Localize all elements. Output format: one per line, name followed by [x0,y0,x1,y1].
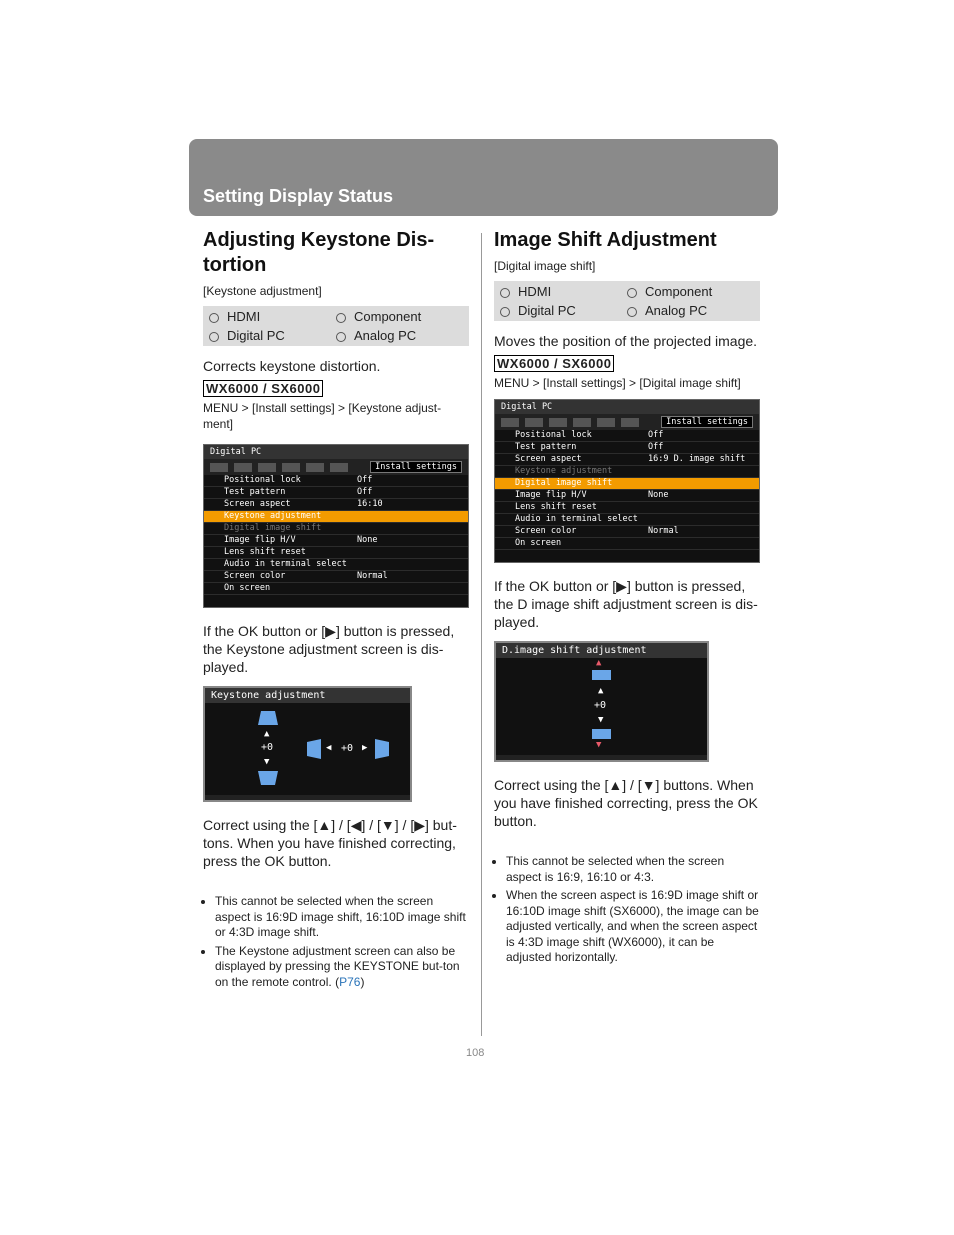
pink-up-icon: ▲ [596,658,602,668]
tab-icon [621,418,639,427]
menu-input-label: Digital PC [204,445,468,459]
right-arrow-icon: ▶ [362,743,368,753]
source-digital-pc: Digital PC [209,328,336,343]
image-shift-body [496,658,707,755]
tab-icon [258,463,276,472]
menu-screenshot [494,399,760,563]
menu-row: Image flip H/V None [495,490,759,502]
paragraph-2: Correct using the [▲] / [▼] buttons. When you have finished correcting, press the OK button. [494,777,758,829]
notes-list [494,854,760,966]
heading-line-1: Adjusting Keystone Dis- [203,229,435,251]
menu-path: MENU > [Install settings] > [Digital image shift] [494,376,741,390]
up-arrow-icon: ▲ [264,729,270,739]
page-link[interactable]: P76 [339,974,361,989]
menu-tab-label: Install settings [370,461,462,473]
trapezoid-right-icon [375,739,389,759]
note-item: • The Keystone adjustment screen can also be displayed by pressing the KEYSTONE but-ton on the remote control. (P76) [215,944,469,991]
menu-row: Keystone adjustment [495,466,759,478]
note-item: • This cannot be selected when the screen aspect is 16:9D image shift, 16:10D image shift or 4:3D image shift. [215,894,469,941]
menu-row: Lens shift reset [204,547,468,559]
input-sources [203,306,469,346]
description: Moves the position of the projected image. [494,333,758,349]
pink-down-icon: ▼ [596,740,602,750]
menu-row: Test pattern Off [495,442,759,454]
keystone-screenshot [203,686,412,802]
notes-list [203,894,469,990]
menu-tabs [495,414,759,430]
menu-row: Screen aspect 16:10 [204,499,468,511]
image-shift-screenshot [494,641,709,762]
tab-icon [525,418,543,427]
horizontal-value: +0 [341,743,354,754]
paragraph-1: If the OK button or [▶] button is pressed, the D image shift adjustment screen is dis-played. [494,578,758,630]
menu-footer [495,550,759,562]
page-number: 108 [466,1047,485,1059]
menu-row-selected: Digital image shift [495,478,759,490]
vertical-value: +0 [594,700,607,711]
menu-tab-label: Install settings [661,416,753,428]
menu-row: Screen color Normal [495,526,759,538]
up-arrow-icon: ▲ [598,686,604,696]
image-shift-title: D.image shift adjustment [496,643,707,658]
source-component: Component [336,309,463,324]
trapezoid-left-icon [307,739,321,759]
circle-icon [209,332,219,342]
menu-row: Audio in terminal select [204,559,468,571]
circle-icon [627,288,637,298]
source-analog-pc: Analog PC [336,328,463,343]
menu-row: On screen [495,538,759,550]
column-divider [481,233,482,1036]
menu-row: On screen [204,583,468,595]
image-box-top-icon [592,670,611,680]
menu-tabs [204,459,468,475]
trapezoid-top-icon [258,711,278,725]
description: Corrects keystone distortion. [203,358,381,374]
keystone-body [205,703,410,795]
circle-icon [209,313,219,323]
menu-row: Screen aspect 16:9 D. image shift [495,454,759,466]
down-arrow-icon: ▼ [264,757,270,767]
down-arrow-icon: ▼ [598,715,604,725]
circle-icon [500,288,510,298]
paragraph-2: Correct using the [▲] / [◀] / [▼] / [▶] but-tons. When you have finished correcting, press the OK button. [203,817,457,869]
source-analog-pc: Analog PC [627,303,754,318]
source-digital-pc: Digital PC [500,303,627,318]
section-header [189,139,778,216]
heading-keystone [203,228,469,278]
vertical-value: +0 [261,742,274,753]
circle-icon [336,332,346,342]
section-title: Setting Display Status [203,186,394,206]
heading-image-shift: Image Shift Adjustment [494,229,717,251]
tab-icon [597,418,615,427]
note-item: • When the screen aspect is 16:9D image shift or 16:10D image shift (SX6000), the image can be adjusted vertically, and when the screen aspect is 4:3D image shift (WX6000), it can be adjusted horizontally. [506,888,760,966]
menu-screenshot [203,444,469,608]
model-badge: WX6000 / SX6000 [494,355,614,372]
left-arrow-icon: ◀ [326,743,332,753]
menu-row: Positional lock Off [495,430,759,442]
menu-row-selected: Keystone adjustment [204,511,468,523]
heading-line-2: tortion [203,254,267,276]
menu-row: Lens shift reset [495,502,759,514]
menu-row: Screen color Normal [204,571,468,583]
menu-row: Audio in terminal select [495,514,759,526]
source-component: Component [627,284,754,299]
menu-row: Positional lock Off [204,475,468,487]
tab-icon [306,463,324,472]
menu-footer [204,595,468,607]
menu-row: Test pattern Off [204,487,468,499]
setting-name: [Keystone adjustment] [203,284,322,298]
model-badge: WX6000 / SX6000 [203,380,323,397]
tab-icon [573,418,591,427]
tab-icon [282,463,300,472]
tab-icon [549,418,567,427]
menu-row: Image flip H/V None [204,535,468,547]
menu-path: MENU > [Install settings] > [Keystone adjust-ment] [203,401,442,431]
keystone-title: Keystone adjustment [205,688,410,703]
circle-icon [627,307,637,317]
trapezoid-bottom-icon [258,771,278,785]
source-hdmi: HDMI [209,309,336,324]
tab-icon [330,463,348,472]
menu-input-label: Digital PC [495,400,759,414]
paragraph-1: If the OK button or [▶] button is pressed, the Keystone adjustment screen is dis-played. [203,623,455,675]
note-item: • This cannot be selected when the screen aspect is 16:9, 16:10 or 4:3. [506,854,760,885]
right-column [494,228,760,969]
tab-icon [210,463,228,472]
source-hdmi: HDMI [500,284,627,299]
input-sources [494,281,760,321]
menu-row: Digital image shift [204,523,468,535]
tab-icon [501,418,519,427]
tab-icon [234,463,252,472]
setting-name: [Digital image shift] [494,259,596,273]
image-box-bottom-icon [592,729,611,739]
circle-icon [336,313,346,323]
circle-icon [500,307,510,317]
left-column [203,228,469,993]
